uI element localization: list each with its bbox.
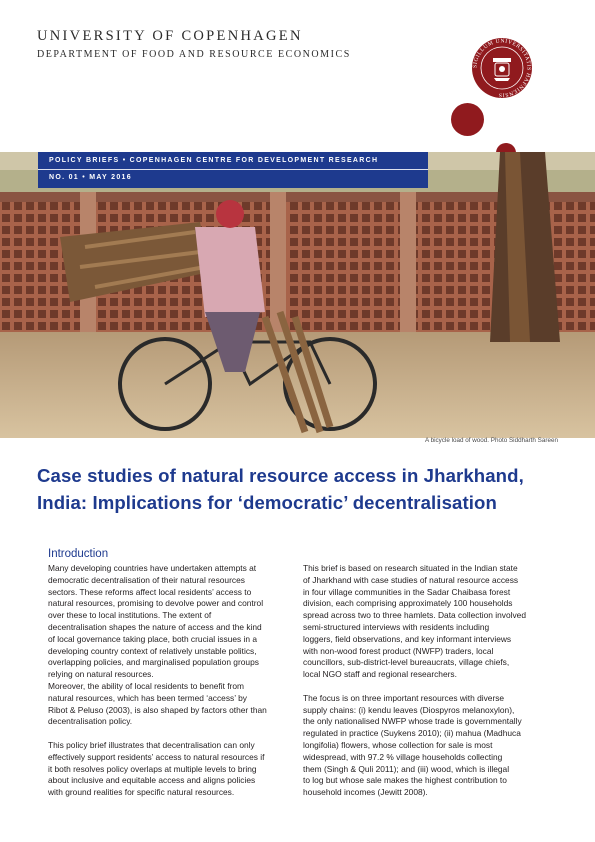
body-text-line: overlapping policies, and marginalised population groups (48, 657, 259, 668)
university-name: UNIVERSITY OF COPENHAGEN (37, 28, 303, 44)
body-text-line: of Jharkhand with case studies of natural resource access (303, 574, 519, 585)
body-text-line: sectors. These reforms affect local residents’ access to (48, 586, 252, 597)
body-column-left (48, 563, 267, 799)
body-text-line: in four village communities in the Sadar Chaibasa forest (303, 586, 511, 597)
cover-photo (0, 152, 595, 438)
body-text-line: natural resources, promising to devolve power and control (48, 598, 264, 609)
body-text-line: democratic decentralisation of their natural resources (48, 574, 245, 585)
department-name: DEPARTMENT OF FOOD AND RESOURCE ECONOMICS (37, 49, 351, 60)
body-text-line: with non-wood forest product (NWFP) traders, local (303, 645, 494, 656)
brief-title (37, 462, 577, 516)
body-text-line: of local governance taking place, both crucial issues in a (48, 633, 258, 644)
body-column-right (303, 563, 526, 799)
body-text-line: developing country context of relatively unstable politics, (48, 645, 257, 656)
body-text-line: Ribot & Peluso (2003), is also shaped by factors other than (48, 704, 267, 715)
series-title: POLICY BRIEFS • COPENHAGEN CENTRE FOR DEVELOPMENT RESEARCH (49, 157, 379, 164)
issue-number: NO. 01 • MAY 2016 (49, 174, 132, 181)
body-text-line: effectively support residents’ access to natural resources if (48, 751, 265, 762)
series-banner (38, 152, 428, 188)
body-text-line: with ground realities for specific natural resources. (48, 787, 235, 798)
university-seal-icon (471, 37, 533, 99)
body-text-line: decentralisation policy. (48, 716, 133, 727)
body-text-line: household incomes (Jewitt 2008). (303, 787, 428, 798)
body-text-line: Moreover, the ability of local residents to benefit from (48, 680, 244, 691)
title-line-1: Case studies of natural resource access in Jharkhand, (37, 465, 524, 486)
photo-caption: A bicycle load of wood. Photo Siddharth Sareen (424, 437, 558, 444)
paragraph-gap (303, 681, 526, 693)
title-line-2: India: Implications for ‘democratic’ decentralisation (37, 492, 497, 513)
body-text-line: relying on natural resources. (48, 669, 154, 680)
body-text-line: them (Singh & Quli 2011); and (iii) wood, which is illegal (303, 763, 510, 774)
body-text-line: spread across two to three hamlets. Data collection involved (303, 610, 526, 621)
body-text-line: Many developing countries have undertaken attempts at (48, 563, 257, 573)
body-text-line: This policy brief illustrates that decentralisation can only (48, 739, 255, 750)
body-text-line: division, each comprising approximately 100 households (303, 598, 513, 609)
introduction-heading: Introduction (48, 548, 109, 560)
svg-text:SIGILLUM UNIVERSITATIS HAFNIEN: SIGILLUM UNIVERSITATIS HAFNIENSIS (472, 38, 532, 98)
paragraph-gap (48, 728, 267, 740)
body-text-line: regulated in practice (Suykens 2010); (ii) mahua (Madhuca (303, 728, 521, 739)
banner-divider (38, 169, 428, 170)
body-text-line: it both resolves policy overlaps at multiple levels to bring (48, 763, 257, 774)
body-text-line: semi-structured interviews with residents including (303, 621, 490, 632)
body-text-line: local NGO staff and regional researchers. (303, 669, 457, 680)
body-text-line: natural resources, which has been termed ‘access’ by (48, 692, 247, 703)
body-text-line: supply chains: (i) kendu leaves (Diospyros melanoxylon), (303, 704, 515, 715)
body-text-line: about inclusive and equitable access and aligns policies (48, 775, 256, 786)
body-text-line: This brief is based on research situated in the Indian state (303, 563, 518, 573)
body-text-line: loggers, field observations, and key informant interviews (303, 633, 512, 644)
body-text-line: over these to local institutions. The extent of (48, 610, 212, 621)
body-text-line: to log but whose sale makes the highest contribution to (303, 775, 507, 786)
body-text-line: councillors, sub-district-level bureaucrats, village chiefs, (303, 657, 510, 668)
body-text-line: longifolia) flowers, whose collection for sale is most (303, 739, 493, 750)
body-text-line: widespread, with 97.2 % village households collecting (303, 751, 503, 762)
body-text-line: the only nationalised NWFP whose trade is governmentally (303, 716, 522, 727)
body-text-line: The focus is on three important resources with diverse (303, 692, 505, 703)
body-text-line: decentralisation shapes the nature of access and the kind (48, 621, 262, 632)
decorative-dot-large (451, 103, 484, 136)
